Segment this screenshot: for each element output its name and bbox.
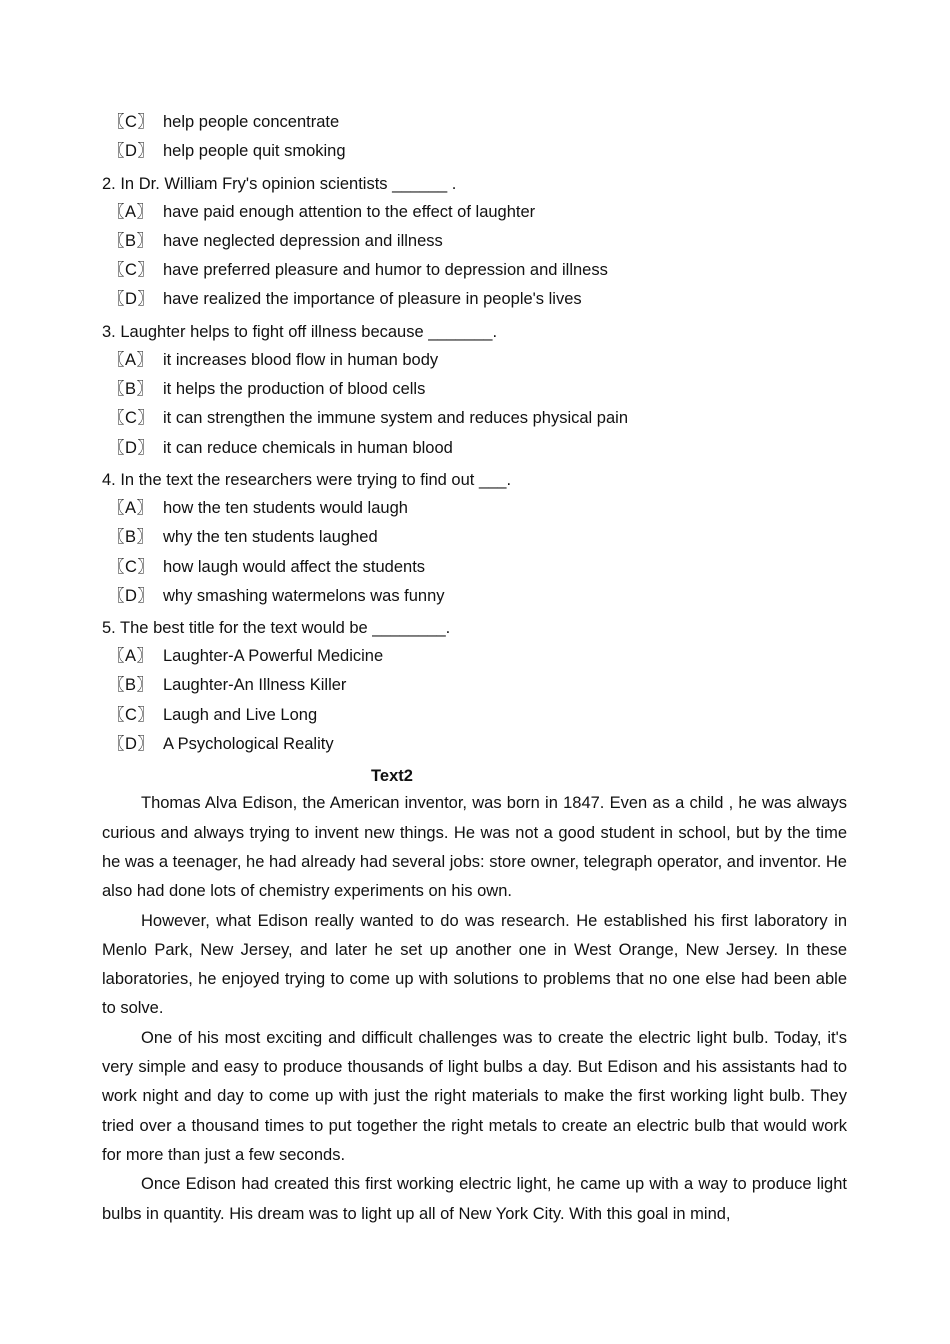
- option-a: [102, 198, 847, 227]
- option-c: [102, 108, 847, 137]
- option-text: it helps the production of blood cells: [163, 380, 426, 399]
- option-c: [102, 404, 847, 433]
- question-stem: 5. The best title for the text would be ________.: [102, 619, 451, 638]
- question-1-tail: [102, 108, 847, 167]
- option-a: [102, 346, 847, 375]
- question-5: [102, 614, 847, 759]
- question-stem: 2. In Dr. William Fry's opinion scientists ______ .: [102, 174, 457, 193]
- option-text: it increases blood flow in human body: [163, 350, 439, 369]
- paragraph: However, what Edison really wanted to do was research. He established his first laboratory in Menlo Park, New Jersey, and later he set up another one in West Orange, New Jersey. In these laboratories, he enjoyed trying to come up with solutions to problems that no one else had been able to solve.: [102, 911, 847, 1018]
- option-marker: 〖A〗: [108, 647, 154, 666]
- option-c: [102, 553, 847, 582]
- exam-page: [102, 108, 847, 1229]
- option-marker: 〖D〗: [108, 438, 155, 457]
- option-a: [102, 494, 847, 523]
- option-marker: 〖D〗: [108, 586, 155, 605]
- option-c: [102, 701, 847, 730]
- question-2: [102, 170, 847, 315]
- question-stem: 4. In the text the researchers were trying to find out ___.: [102, 470, 512, 489]
- option-marker: 〖C〗: [108, 705, 155, 724]
- option-text: why smashing watermelons was funny: [163, 586, 445, 605]
- option-text: how laugh would affect the students: [163, 557, 426, 576]
- option-marker: 〖A〗: [108, 202, 154, 221]
- option-a: [102, 642, 847, 671]
- question-4: [102, 466, 847, 611]
- option-d: [102, 137, 847, 166]
- option-text: help people quit smoking: [163, 142, 346, 161]
- option-text: it can strengthen the immune system and reduces physical pain: [163, 409, 628, 428]
- option-marker: 〖A〗: [108, 350, 154, 369]
- option-marker: 〖C〗: [108, 261, 155, 280]
- paragraph: Thomas Alva Edison, the American inventor, was born in 1847. Even as a child , he was always curious and always trying to invent new things. He was not a good student in school, but by the time he was a teenager, he had already had several jobs: store owner, telegraph operator, and inventor. He also had done lots of chemistry experiments on his own.: [102, 794, 847, 901]
- option-text: have paid enough attention to the effect of laughter: [163, 202, 536, 221]
- option-marker: 〖B〗: [108, 380, 154, 399]
- question-3: [102, 318, 847, 463]
- option-text: have neglected depression and illness: [163, 231, 443, 250]
- option-marker: 〖A〗: [108, 498, 154, 517]
- option-marker: 〖D〗: [108, 142, 155, 161]
- option-text: how the ten students would laugh: [163, 498, 408, 517]
- reading-passage: [102, 789, 847, 1228]
- option-text: it can reduce chemicals in human blood: [163, 438, 453, 457]
- option-marker: 〖B〗: [108, 528, 154, 547]
- option-text: A Psychological Reality: [163, 735, 334, 754]
- option-text: help people concentrate: [163, 113, 340, 131]
- option-text: have preferred pleasure and humor to depression and illness: [163, 261, 608, 280]
- option-marker: 〖D〗: [108, 290, 155, 309]
- option-b: [102, 375, 847, 404]
- option-marker: 〖B〗: [108, 231, 154, 250]
- option-marker: 〖B〗: [108, 676, 154, 695]
- option-text: have realized the importance of pleasure in people's lives: [163, 290, 582, 309]
- option-b: [102, 227, 847, 256]
- option-d: [102, 285, 847, 314]
- option-text: Laugh and Live Long: [163, 705, 318, 724]
- option-marker: 〖C〗: [108, 409, 155, 428]
- option-text: why the ten students laughed: [163, 528, 378, 547]
- option-d: [102, 434, 847, 463]
- option-d: [102, 582, 847, 611]
- option-text: Laughter-An Illness Killer: [163, 676, 347, 695]
- option-marker: 〖D〗: [108, 735, 155, 754]
- paragraph: One of his most exciting and difficult challenges was to create the electric light bulb. Today, it's very simple and easy to produce thousands of light bulbs a day. But Edison and his assistants had to work night and day to come up with just the right materials to make the first working light bulb. They tried over a thousand times to put together the right metals to create an electric bulb that would work for more than just a few seconds.: [102, 1028, 847, 1164]
- option-text: Laughter-A Powerful Medicine: [163, 647, 384, 666]
- option-marker: 〖C〗: [108, 557, 155, 576]
- section-title: Text2: [371, 767, 413, 786]
- option-b: [102, 523, 847, 552]
- option-marker: 〖C〗: [108, 113, 155, 131]
- option-b: [102, 671, 847, 700]
- option-d: [102, 730, 847, 759]
- question-stem: 3. Laughter helps to fight off illness because _______.: [102, 322, 498, 341]
- option-c: [102, 256, 847, 285]
- paragraph: Once Edison had created this first working electric light, he came up with a way to produce light bulbs in quantity. His dream was to light up all of New York City. With this goal in mind,: [102, 1175, 847, 1223]
